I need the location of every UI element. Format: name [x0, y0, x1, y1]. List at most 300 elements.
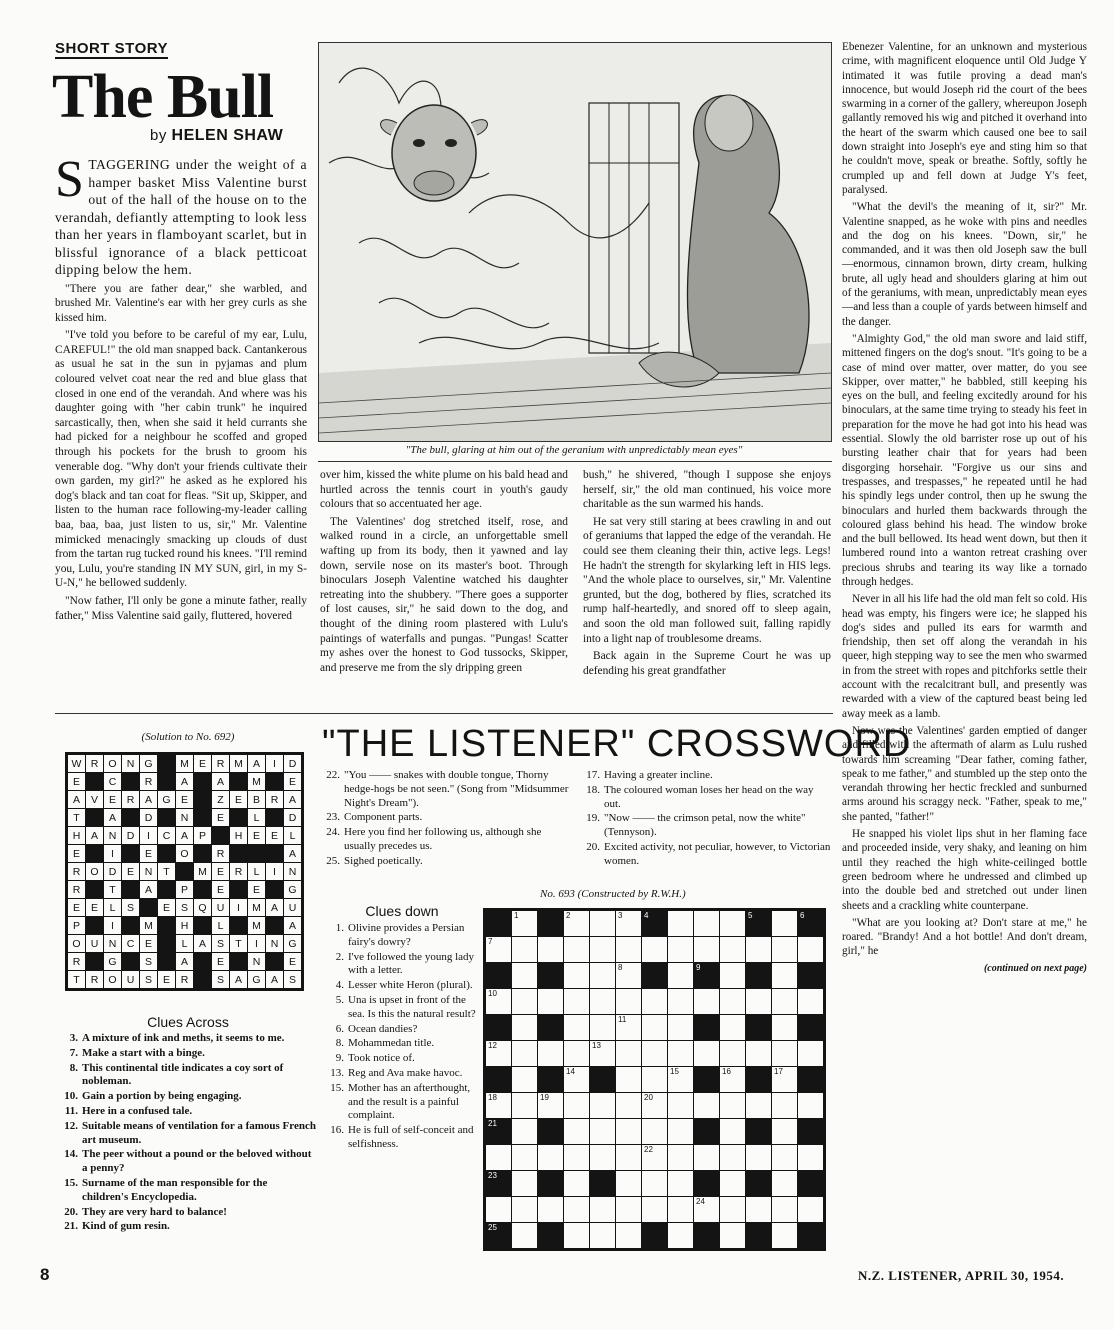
solution-cell: E [68, 773, 86, 791]
clue [582, 812, 832, 840]
black-square [798, 1119, 824, 1145]
solution-cell: M [176, 755, 194, 773]
solution-cell: I [248, 935, 266, 953]
clues-down-block [326, 903, 478, 1153]
solution-cell: E [284, 773, 302, 791]
grid-cell [798, 1145, 824, 1171]
black-square [194, 791, 212, 809]
clue-text: Reg and Ava make havoc. [348, 1066, 463, 1079]
solution-cell: M [194, 863, 212, 881]
paragraph: He sat very still staring at bees crawling in and out of geraniums that lapped the edge of the verandah. He could see them cleaning their thin, active legs. Legs! He hadn't the strength for skylarking left in HIS legs. "And the whole place to ourselves, sir," Mr. Valentine grunted, but the dog, bothered by flies, scratched its rump half-heartedly, and snored off to sleep again, and soon the old man followed suit, falling rapidly into a light nap of troublesome dreams. [583, 515, 831, 645]
solution-cell: M [248, 773, 266, 791]
clue-text: The peer without a pound or the beloved without a penny? [82, 1148, 312, 1175]
grid-cell [538, 1041, 564, 1067]
clue-text: "You —— snakes with double tongue, Thorny hedge-hogs be not seen." (Song from "Midsummer Night's Dream"). [344, 769, 569, 809]
clue-number: 20. [64, 1205, 78, 1218]
grid-cell [564, 911, 590, 937]
clue [322, 855, 572, 869]
clue [60, 1062, 316, 1090]
black-square [798, 1067, 824, 1093]
grid-number: 16 [722, 1067, 731, 1076]
clue-number: 16. [330, 1124, 344, 1137]
solution-cell: I [266, 863, 284, 881]
clue-text: "Now —— the crimson petal, now the white" (Tennyson). [604, 812, 806, 839]
solution-cell: A [284, 917, 302, 935]
grid-cell [616, 1119, 642, 1145]
grid-cell [512, 937, 538, 963]
solution-label: (Solution to No. 692) [141, 731, 235, 743]
clue-text: Ocean dandies? [348, 1022, 418, 1035]
grid-cell [564, 1145, 590, 1171]
clue-number: 11. [64, 1104, 78, 1117]
clue-text: The coloured woman loses her head on the way out. [604, 783, 814, 810]
grid-cell [668, 1015, 694, 1041]
page-number: 8 [40, 1265, 50, 1284]
solution-cell: R [176, 971, 194, 989]
black-square [212, 827, 230, 845]
grid-cell [694, 1145, 720, 1171]
black-square [538, 1119, 564, 1145]
black-square [248, 845, 266, 863]
solution-cell: R [68, 953, 86, 971]
grid-cell [772, 911, 798, 937]
grid-number: 14 [566, 1067, 575, 1076]
solution-cell: R [68, 863, 86, 881]
solution-cell: N [104, 827, 122, 845]
grid-cell [590, 989, 616, 1015]
clue-number: 3. [69, 1032, 78, 1044]
black-square [122, 953, 140, 971]
grid-cell [486, 1197, 512, 1223]
black-square [746, 911, 772, 937]
solution-cell: T [68, 809, 86, 827]
black-square [230, 953, 248, 971]
solution-cell: E [104, 791, 122, 809]
solution-cell: E [140, 845, 158, 863]
grid-cell [564, 963, 590, 989]
grid-cell [616, 1041, 642, 1067]
grid-cell [772, 1171, 798, 1197]
grid-cell [486, 937, 512, 963]
black-square [266, 917, 284, 935]
solution-cell: H [68, 827, 86, 845]
black-square [694, 1119, 720, 1145]
solution-cell: A [68, 791, 86, 809]
solution-cell: E [158, 971, 176, 989]
clue-number: 9. [335, 1052, 344, 1065]
grid-cell [642, 1093, 668, 1119]
paragraph: "Almighty God," the old man swore and laid stiff, mittened fingers on the dog's snout. "It's going to be a case of mind over matter, over matter, do you see Skipper, over matter," he babbled, still keeping his eyes on the bull, and feeling excitedly around for his binoculars, at the same time trying to steady his feet in preparation for the move he had got into his head was essential. Slowly the old barrister rose up out of his bursting leather chair that for years had been disgorging horsehair. "Forgive us our sins and trespasses, and trespasses," he repeated until he had his spindly legs under control, then up he swung the binoculars and hurled them backwards through the coloured glass behind his head. The window broke and the bull bellowed. Its head went down, but then it lumbered round into a wanton retreat crashing over precious shrubs and tearing its way like a tornado through hedges. [842, 332, 1087, 588]
grid-cell [512, 1015, 538, 1041]
black-square [176, 863, 194, 881]
black-square [486, 963, 512, 989]
black-square [158, 935, 176, 953]
solution-cell: S [212, 971, 230, 989]
solution-cell: O [104, 971, 122, 989]
black-square [694, 1015, 720, 1041]
clues-across-continued [322, 769, 572, 870]
lead-paragraph [55, 151, 307, 279]
black-square [694, 1223, 720, 1249]
black-square [642, 963, 668, 989]
solution-cell: R [68, 881, 86, 899]
publication-line: N.Z. LISTENER, APRIL 30, 1954. [858, 1268, 1065, 1283]
clue [60, 1177, 316, 1205]
story-column-2 [320, 468, 568, 678]
black-square [158, 755, 176, 773]
solution-cell: C [158, 827, 176, 845]
black-square [798, 963, 824, 989]
black-square [538, 1171, 564, 1197]
paragraph: Now was the Valentines' garden emptied of danger and filled with the aftermath of alarm as Lulu rushed towards him screaming "Dear father, coming father, speak to me father," and stumbled up the step onto the verandah throwing her hectic freckled and sunburned arms around his scraggy neck. "Father, speak to me," she panted, "father!" [842, 724, 1087, 823]
illustration-caption: "The bull, glaring at him out of the geranium with unpredictably mean eyes" [405, 444, 743, 456]
grid-cell [798, 1093, 824, 1119]
solution-cell: G [158, 791, 176, 809]
grid-cell [746, 937, 772, 963]
paragraph: "I've told you before to be careful of my ear, Lulu, CAREFUL!" the old man snapped back. Cantankerous as usual he sat in the sun in pyjamas and plum coloured velvet coat near the red and blue glass that closed in one end of the verandah. And where was his daughter going with "her cabin trunk" he inquired sarcastically, then, when she said it held currants she had picked for a neighbour he scoffed and groped through his pockets for the brush to groom his venerable dog. "Why don't your friends cultivate their own garden, my girl?" he asked as he explored his dog's black and tan coat for fleas. "Sit up, Skipper, and listen to the human race following-my-leader calling baa, baa, baa, just listen to us, sir," Mr. Valentine mimicked menacingly smacking up clouds of dust from the tartan rug tucked round his knees. "I'll remind you, Lulu, you're standing IN MY SUN, girl, in my S-U-N," he bellowed suddenly. [55, 329, 307, 590]
clue [60, 1105, 316, 1119]
clue [60, 1206, 316, 1220]
solution-cell: E [248, 881, 266, 899]
clue-text: He is full of self-conceit and selfishness. [348, 1124, 474, 1150]
solution-cell: R [266, 791, 284, 809]
solution-cell: U [284, 899, 302, 917]
black-square [158, 953, 176, 971]
grid-number: 19 [540, 1093, 549, 1102]
black-square [86, 773, 104, 791]
black-square [194, 881, 212, 899]
grid-cell [642, 989, 668, 1015]
grid-cell [590, 1119, 616, 1145]
grid-cell [668, 937, 694, 963]
grid-cell [616, 1223, 642, 1249]
clue-number: 6. [335, 1022, 344, 1035]
solution-cell: R [212, 755, 230, 773]
grid-cell [642, 1067, 668, 1093]
solution-cell: U [212, 899, 230, 917]
clue-number: 19. [586, 812, 600, 825]
black-square [194, 953, 212, 971]
clue-text: Component parts. [344, 811, 423, 824]
grid-cell [668, 1171, 694, 1197]
grid-cell [798, 937, 824, 963]
crossword-title: "THE LISTENER" CROSSWORD [322, 723, 912, 765]
solution-cell: C [122, 935, 140, 953]
grid-cell [486, 1145, 512, 1171]
clue-number: 5. [335, 993, 344, 1006]
divider [318, 461, 832, 462]
solution-cell: I [104, 917, 122, 935]
grid-cell [798, 1041, 824, 1067]
solution-cell: L [248, 809, 266, 827]
grid-cell [486, 1093, 512, 1119]
byline-prefix: by [150, 127, 167, 144]
black-square [86, 953, 104, 971]
grid-cell [668, 989, 694, 1015]
grid-cell [772, 937, 798, 963]
solution-cell: M [248, 917, 266, 935]
paragraph: The Valentines' dog stretched itself, rose, and walked round in a circle, an unforgettable smell wafting up from its body, then it yawned and lay down, servile nose on its master's boot. Through binoculars Joseph Valentine watched his daughter retreating into the shubbery. "There goes a supporter of lost causes, sir," he said down to the dog, and thought of the dining room plastered with Lulu's paintings of waterfalls and pungas. "Pungas! Scatter my ashes over the honest to God tussocks, Skipper, and preserve me from the sly dripping green [320, 515, 568, 674]
solution-cell: S [284, 971, 302, 989]
clue-text: Una is upset in front of the sea. Is this the natural result? [348, 993, 476, 1020]
grid-cell [564, 1041, 590, 1067]
solution-cell: N [266, 935, 284, 953]
clue [326, 1067, 478, 1081]
grid-cell [772, 1223, 798, 1249]
black-square [538, 911, 564, 937]
grid-cell [564, 989, 590, 1015]
solution-cell: D [284, 755, 302, 773]
solution-cell: A [212, 773, 230, 791]
solution-cell: N [176, 809, 194, 827]
clue [326, 994, 478, 1022]
paragraph: "There you are father dear," she warbled, and brushed Mr. Valentine's ear with her grey curls as she kissed him. [55, 282, 307, 324]
constructed-by: No. 693 (Constructed by R.W.H.) [540, 888, 686, 900]
clue-text: Olivine provides a Persian fairy's dowry? [348, 922, 465, 948]
grid-cell [772, 1093, 798, 1119]
solution-cell: M [230, 755, 248, 773]
grid-cell [564, 1067, 590, 1093]
grid-cell [798, 1197, 824, 1223]
solution-cell: D [284, 809, 302, 827]
grid-cell [512, 911, 538, 937]
grid-cell [486, 989, 512, 1015]
black-square [642, 1223, 668, 1249]
grid-cell [538, 989, 564, 1015]
grid-number: 10 [488, 989, 497, 998]
solution-cell: U [122, 971, 140, 989]
black-square [194, 917, 212, 935]
clue [60, 1220, 316, 1234]
solution-cell: P [176, 881, 194, 899]
grid-cell [616, 1067, 642, 1093]
clue-number: 25. [326, 854, 340, 867]
grid-cell [694, 1041, 720, 1067]
black-square [194, 809, 212, 827]
black-square [158, 773, 176, 791]
grid-cell [772, 1015, 798, 1041]
clue [326, 951, 478, 979]
solution-cell: N [140, 863, 158, 881]
solution-cell: E [212, 953, 230, 971]
grid-cell [564, 1197, 590, 1223]
black-square [538, 1015, 564, 1041]
solution-cell: G [284, 881, 302, 899]
clue [326, 1052, 478, 1066]
solution-cell: E [230, 791, 248, 809]
solution-cell: A [86, 827, 104, 845]
grid-number: 13 [592, 1041, 601, 1050]
clue-number: 8. [335, 1037, 344, 1050]
black-square [230, 809, 248, 827]
grid-cell [564, 1093, 590, 1119]
black-square [746, 1015, 772, 1041]
grid-number: 3 [618, 911, 623, 920]
grid-cell [720, 1067, 746, 1093]
solution-cell: O [104, 755, 122, 773]
clue-text: I've followed the young lady with a letter. [348, 950, 475, 977]
solution-cell: H [176, 917, 194, 935]
solution-cell: A [230, 971, 248, 989]
clue-number: 1. [335, 922, 344, 934]
grid-cell [642, 937, 668, 963]
grid-cell [694, 1197, 720, 1223]
grid-number: 17 [774, 1067, 783, 1076]
solution-cell: B [248, 791, 266, 809]
paragraph: "What the devil's the meaning of it, sir?" Mr. Valentine snapped, as he woke with pins and needles and the dog on his knees. "Down, sir," he commanded, and it was then old Joseph saw the bull—enormous, cinnamon brown, dirty cream, hulking brute, all ugly head and shoulders glaring at him out of the geraniums, with mean, unpredictably mean eyes—and less than a couple of yards between himself and the danger. [842, 201, 1087, 328]
grid-cell [772, 1145, 798, 1171]
black-square [86, 845, 104, 863]
grid-cell [642, 1119, 668, 1145]
black-square [746, 1171, 772, 1197]
black-square [798, 1015, 824, 1041]
grid-number: 1 [514, 911, 519, 920]
black-square [158, 809, 176, 827]
solution-cell: O [176, 845, 194, 863]
clue-number: 8. [69, 1061, 78, 1074]
grid-cell [668, 1197, 694, 1223]
solution-cell: R [122, 791, 140, 809]
grid-cell [590, 937, 616, 963]
grid-cell [772, 963, 798, 989]
clue-number: 7. [69, 1046, 78, 1059]
clue-number: 10. [64, 1090, 78, 1103]
grid-number: 23 [488, 1171, 497, 1180]
clues-across-block [60, 1014, 316, 1235]
solution-cell: T [230, 935, 248, 953]
grid-cell [616, 1145, 642, 1171]
clue-number: 22. [326, 769, 340, 781]
black-square [746, 1223, 772, 1249]
clues-across-heading: Clues Across [147, 1014, 229, 1030]
grid-number: 5 [748, 911, 753, 920]
grid-cell [564, 937, 590, 963]
grid-cell [486, 1041, 512, 1067]
grid-cell [616, 1015, 642, 1041]
black-square [590, 1067, 616, 1093]
solution-cell: L [176, 935, 194, 953]
black-square [86, 809, 104, 827]
clue-text: Surname of the man responsible for the children's Encyclopedia. [82, 1176, 268, 1203]
clue [582, 784, 832, 812]
black-square [140, 899, 158, 917]
paragraph: "Now father, I'll only be gone a minute father, really father," Miss Valentine said gaily, fluttered, hovered [55, 594, 307, 622]
grid-cell [564, 1223, 590, 1249]
black-square [158, 845, 176, 863]
grid-cell [512, 1041, 538, 1067]
solution-cell: P [194, 827, 212, 845]
grid-cell [668, 1093, 694, 1119]
grid-cell [616, 911, 642, 937]
grid-number: 4 [644, 911, 649, 920]
clue-text: Kind of gum resin. [82, 1220, 170, 1233]
solution-cell: I [140, 827, 158, 845]
clue [60, 1120, 316, 1148]
clue-text: Here in a confused tale. [82, 1104, 193, 1117]
continued-note: (continued on next page) [983, 962, 1087, 974]
grid-cell [720, 1015, 746, 1041]
solution-cell: N [248, 953, 266, 971]
divider [55, 713, 833, 714]
story-title: The Bull [52, 63, 274, 131]
solution-cell: E [158, 899, 176, 917]
grid-cell [538, 1093, 564, 1119]
solution-cell: E [140, 935, 158, 953]
grid-cell [720, 1197, 746, 1223]
solution-cell: S [212, 935, 230, 953]
grid-cell [694, 989, 720, 1015]
clue-text: Took notice of. [348, 1052, 415, 1065]
black-square [158, 881, 176, 899]
grid-cell [720, 989, 746, 1015]
solution-cell: A [176, 773, 194, 791]
grid-number: 25 [488, 1223, 497, 1232]
black-square [86, 881, 104, 899]
solution-cell: E [122, 863, 140, 881]
grid-cell [616, 1197, 642, 1223]
black-square [194, 773, 212, 791]
solution-cell: N [122, 755, 140, 773]
solution-cell: L [284, 827, 302, 845]
solution-cell: I [104, 845, 122, 863]
grid-number: 18 [488, 1093, 497, 1102]
grid-cell [512, 1067, 538, 1093]
black-square [230, 881, 248, 899]
solution-cell: W [68, 755, 86, 773]
grid-cell [590, 1093, 616, 1119]
black-square [694, 963, 720, 989]
grid-cell [642, 1041, 668, 1067]
grid-cell [512, 1093, 538, 1119]
solution-cell: U [86, 935, 104, 953]
solution-cell: E [68, 899, 86, 917]
bull-illustration-icon [319, 43, 831, 441]
grid-cell [642, 1171, 668, 1197]
clue-number: 20. [586, 840, 600, 853]
solution-cell: G [140, 755, 158, 773]
grid-cell [512, 1197, 538, 1223]
solution-grid [65, 752, 304, 991]
black-square [590, 1171, 616, 1197]
black-square [486, 1223, 512, 1249]
grid-cell [720, 1223, 746, 1249]
grid-cell [668, 911, 694, 937]
solution-cell: A [284, 791, 302, 809]
grid-cell [668, 1067, 694, 1093]
solution-cell: E [284, 953, 302, 971]
grid-number: 20 [644, 1093, 653, 1102]
grid-number: 21 [488, 1119, 497, 1128]
clue [60, 1148, 316, 1176]
black-square [230, 845, 248, 863]
solution-cell: N [104, 935, 122, 953]
grid-cell [590, 1145, 616, 1171]
clue-number: 2. [335, 950, 344, 963]
clue-number: 23. [326, 811, 340, 824]
solution-cell: A [248, 755, 266, 773]
black-square [538, 1067, 564, 1093]
clues-across-continued-2 [582, 769, 832, 870]
solution-cell: M [248, 899, 266, 917]
grid-cell [512, 1223, 538, 1249]
paragraph: Back again in the Supreme Court he was up defending his great grandfather [583, 650, 831, 677]
grid-number: 24 [696, 1197, 705, 1206]
grid-number: 22 [644, 1145, 653, 1154]
black-square [486, 1067, 512, 1093]
solution-cell: A [140, 881, 158, 899]
solution-cell: O [86, 863, 104, 881]
clue [582, 841, 832, 869]
